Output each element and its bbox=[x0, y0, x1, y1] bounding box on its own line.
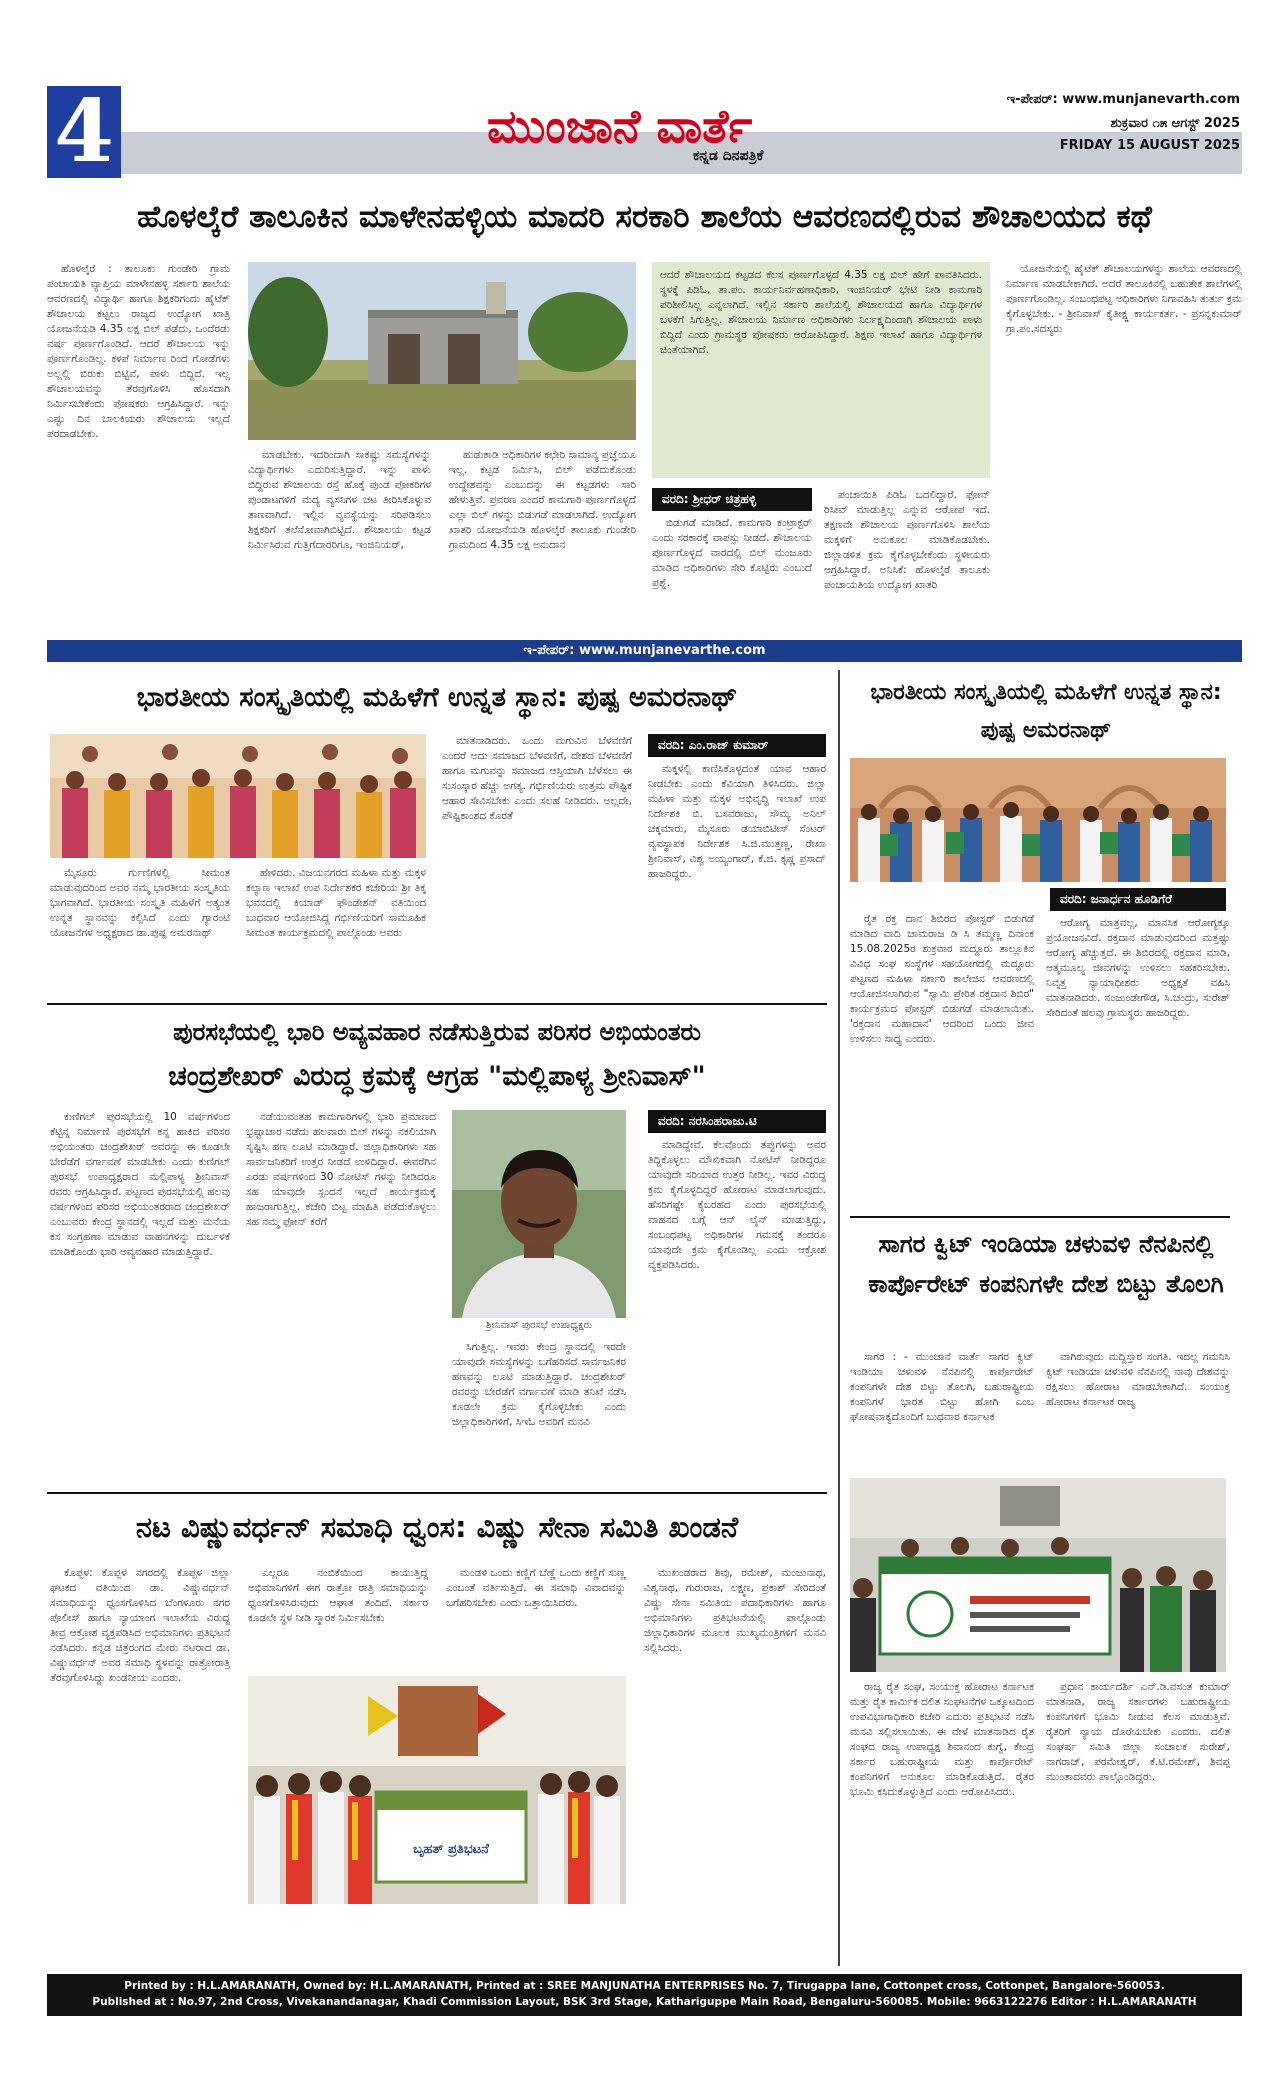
epaper-strip-text: ಇ-ಪೇಪರ್: www.munjanevarthe.com bbox=[523, 643, 766, 658]
story1-col5 bbox=[652, 516, 812, 632]
divider-story4-5 bbox=[850, 1216, 1230, 1218]
story6-col2 bbox=[248, 1566, 428, 1666]
story1-green-box bbox=[652, 262, 990, 478]
story1-byline: ವರದಿ: ಶ್ರೀಧರ್ ಚಿತ್ರಹಳ್ಳಿ bbox=[652, 488, 812, 511]
footer-line1: Printed by : H.L.AMARANATH, Owned by: H.L.AMARANATH, Printed at : SREE MANJUNATHA ENTERPRISES No. 7, Tirugappa lane, Cottonpet cross, Cottonpet, Bangalore-560053. bbox=[124, 1980, 1165, 1992]
story2-col1 bbox=[50, 866, 230, 996]
story6-col4 bbox=[644, 1566, 826, 1964]
story4-byline: ವರದಿ: ಜನಾರ್ಧನ ಹೂಡಿಗೆರೆ bbox=[1050, 888, 1226, 911]
story1-headline: ಹೊಳಲ್ಕೆರೆ ತಾಲೂಕಿನ ಮಾಳೇನಹಳ್ಳಿಯ ಮಾದರಿ ಸರಕಾರಿ ಶಾಲೆಯ ಆವರಣದಲ್ಲಿರುವ ಶೌಚಾಲಯದ ಕಥೆ bbox=[137, 199, 1152, 235]
story1-col4: ಆದರೆ ಶೌಚಾಲಯದ ಕಟ್ಟಡದ ಕೆಲಸ ಪೂರ್ಣಗೊಳ್ಳದೆ 4.35 ಲಕ್ಷ ಬಿಲ್ ಹೇಗೆ ಪಾವತಿಸಿದರು. ಸ್ಥಳಕ್ಕೆ ಪಿಡಿಓ, ತಾ.ಪಂ. ಕಾರ್ಯನಿರ್ವಹಣಾಧಿಕಾರಿ, ಇಂಜಿನಿಯರ್ ಭೇಟಿ ನೀಡಿ ಕಾಮಗಾರಿ ಪರಿಶೀಲಿಸಿಲ್ಲ ಎನ್ನಲಾಗಿದೆ. ಇಲ್ಲಿನ ಸರ್ಕಾರಿ ಶಾಲೆಯಲ್ಲಿ ಶೌಚಾಲಯದ ಹಾಗೂ ವಿದ್ಯಾರ್ಥಿಗಳ ಬಳಕೆಗೆ ಸಿಗುತ್ತಿಲ್ಲ. ಶೌಚಾಲಯ ನಿರ್ಮಾಣ ಅಧಿಕಾರಿಗಳು ನಿರ್ಲಕ್ಷ್ಯದಿಂದಾಗಿ ಶೌಚಾಲಯ ಪಾಳು ಬಿದ್ದಿದೆ ಎಂದು ಗ್ರಾಮಸ್ಥರ ಪೋಷಕರು ಆರೋಪಿಸಿದ್ದಾರೆ. ಶಿಕ್ಷಣ ಇಲಾಖೆ ಹಾಗೂ ವಿದ್ಯಾರ್ಥಿಗಳ ಚಿಂತೆಯಾಗಿದೆ. bbox=[660, 269, 982, 356]
epaper-url: ಇ-ಪೇಪರ್: www.munjanevarth.com bbox=[1006, 92, 1240, 107]
story1-col6-text: ಪಂಚಾಯಿತಿ ಪಿಡಿಓ ಬದಲಿದ್ದಾರೆ. ಫೋನ್ ರಿಸೀವ್ ಮಾಡುತ್ತಿಲ್ಲ ಎನ್ನುವ ಆರೋಪ ಇದೆ. ತಕ್ಷಣವೇ ಶೌಚಾಲಯ ಪೂರ್ಣಗೊಳಿಸಿ ಶಾಲೆಯ ಮಕ್ಕಳಿಗೆ ಅನುಕೂಲ ಮಾಡಿಕೊಡಬೇಕು. ಜಿಲ್ಲಾಡಳಿತ ಕ್ರಮ ಕೈಗೊಳ್ಳಬೇಕೆಂದು ಸ್ಥಳೀಯರು ಆಗ್ರಹಿಸಿದ್ದಾರೆ. ಅನಿಸಿಕೆ: ಹೊಳಲ್ಕೆರೆ ತಾಲೂಕು ಪಂಚಾಯತಿಯ ಉದ್ಯೋಗ ಖಾತರಿ bbox=[824, 489, 990, 591]
story3-byline: ವರದಿ: ನರಸಿಂಹರಾಜು.ಟಿ bbox=[648, 1110, 826, 1133]
story6-photo-protest bbox=[248, 1676, 626, 1904]
story3-col1-text: ಕುಣಿಗಲ್ ಪುರಸಭೆಯಲ್ಲಿ 10 ವರ್ಷಗಳಿಂದ ಕೆಟ್ಟಿನ್ನ ನಿರ್ಮಾಣಿ ಪುರಸಭೆಗೆ ಕನ್ನ ಹಾಕಿದ ಪರಿಸರ ಅಭಿಯಂತರು ಚಂದ್ರಶೇಖರ್ ಅವರನ್ನು ಈ ಕೂಡಲೇ ಬೇರೆಡೆಗೆ ವರ್ಗಾವಣೆ ಮಾಡಬೇಕು ಎಂದು ಕುಣಿಗಲ್ ಪುರಸಭೆ ಉಪಾಧ್ಯಕ್ಷರಾದ ಮಲ್ಲಿಪಾಳ್ಯ ಶ್ರೀನಿವಾಸ್ ರವರು ಆಗ್ರಹಿಸಿದ್ದಾರೆ. ಪಟ್ಟಣದ ಪುರಸಭೆಯಲ್ಲಿ ಹಲವು ವರ್ಷಗಳಿಂದ ಪರಿಸರ ಅಭಿಯಂತರರಾದ ಚಂದ್ರಶೇಖರ್ ಎಂಬುವರು ಕೇಂದ್ರ ಸ್ಥಾನದಲ್ಲಿ ಇಲ್ಲದೆ ಮತ್ತು ಮನೆಯ ಕಸ ಸಂಗ್ರಹಣಾ ಮಾಡುವ ವಾಹನಗಳನ್ನು ದುರ್ಬಳಕೆ ಮಾಡಿಕೊಂಡು ಭಾರಿ ಅವ್ಯವಹಾರ ಮಾಡುತ್ತಿದ್ದಾರೆ. bbox=[50, 1111, 230, 1258]
story3-headline-line2: ಚಂದ್ರಶೇಖರ್ ವಿರುದ್ಧ ಕ್ರಮಕ್ಕೆ ಆಗ್ರಹ "ಮಲ್ಲಿಪಾಳ್ಯ ಶ್ರೀನಿವಾಸ್" bbox=[168, 1061, 706, 1092]
story5-col4 bbox=[1046, 1680, 1230, 1964]
story1-col3 bbox=[449, 448, 636, 632]
story1-col2-text: ಮಾಡಬೇಕು. ಇದರಿಂದಾಗಿ ಸಾಕಷ್ಟು ಸಮಸ್ಯೆಗಳನ್ನು ವಿದ್ಯಾರ್ಥಿಗಳು ಎದುರಿಸುತ್ತಿದ್ದಾರೆ. ಇನ್ನು ಪಾಳು ಬಿದ್ದಿರುವ ಶೌಚಾಲಯ ರಸ್ತೆ ಹೊಕ್ಕೆ ಪುಂಡ ಪೋಕರಿಗಳ ಪುಂಡಾಟಗಳಿಗೆ ಮದ್ಯ ವ್ಯಸನಿಗಳ ಚಟ ತೀರಿಸಿಕೊಳ್ಳುವ ತಾಣವಾಗಿದೆ. ಇಲ್ಲಿನ ವ್ಯವಸ್ಥೆಯನ್ನು ಸರಿಪಡಿಸಲು ಶಿಕ್ಷಕರಿಗೆ ತಲೆನೋವಾಗಿಬಿಟ್ಟಿದೆ. ಶೌಚಾಲಯ ಕಟ್ಟಡ ನಿರ್ಮಿಸಿರುವ ಗುತ್ತಿಗೆದಾರರಿಗೂ, ಇಂಜಿನಿಯರ್, bbox=[248, 449, 431, 551]
protest-photo bbox=[850, 1478, 1226, 1672]
story2-col2-text: ಹೇಳಿದರು. ವಿಜಯನಗರದ ಮಹಿಳಾ ಮತ್ತು ಮಕ್ಕಳ ಕಲ್ಯಾಣ ಇಲಾಖೆ ಉಪ ನಿರ್ದೇಶಕರ ಕಚೇರಿಯ ಶ್ರೀ ತಿಕ್ಕ ಭವನದಲ್ಲಿ ಕಿಯಾಡ್ ಫೌಂಡೇಶನ್ ವತಿಯಿಂದ ಬುಧವಾರ ಆಯೋಜಿಸಿದ್ದ ಗರ್ಭಿಣಿಯರಿಗೆ ಸಾಮೂಹಿಕ ಸೀಮಂತ ಕಾರ್ಯಕ್ರಮದಲ್ಲಿ ಪಾಲ್ಗೊಂಡು ಅವರು bbox=[246, 867, 426, 939]
story1-col7 bbox=[1006, 262, 1242, 632]
story3-col2 bbox=[246, 1110, 436, 1482]
story2-col4-text: ಮಕ್ಕಳಲ್ಲಿ ಕಾಣಿಸಿಕೊಳ್ಳದಂತೆ ಯಾವ ಆಹಾರ ನೀಡಬೇಕು ಎಂದು ಕೆವಿಯಾಗಿ ತಿಳಿಸಿದರು. ಜಿಲ್ಲಾ ಮಹಿಳಾ ಮತ್ತು ಮಕ್ಕಳ ಅಭಿವೃದ್ಧಿ ಇಲಾಖೆ ಉಪ ನಿರ್ದೇಶಕಿ ಬಿ. ಬಸವರಾಜು, ಸೌಮ್ಯ ಅನಿಲ್ ಚಕ್ಕಮಾರು, ಮೈಸೂರು ಡಯಾಬಿಟೀಸ್ ಸೆಂಟರ್ ವ್ಯವಸ್ಥಾಪಕ ನಿರ್ದೇಶಕ ಸಿ.ಜಿ.ಮುತ್ತಣ್ಣ, ರೇಖಾ ಶ್ರೀನಿವಾಸ್, ವಿಶ್ವ ಅಯ್ಯಂಗಾರ್, ಕೆ.ಜಿ. ಕೃಷ್ಣ ಪ್ರಸಾದ್ ಹಾಜರಿದ್ದರು. bbox=[648, 763, 826, 880]
story6-col3 bbox=[446, 1566, 626, 1666]
story5-col4-text: ಪ್ರಧಾನ ಕಾರ್ಯದರ್ಶಿ ಎನ್.ಡಿ.ವಸಂತ ಕುಮಾರ್ ಮಾತನಾಡಿ, ರಾಜ್ಯ ಸರ್ಕಾರಗಳು ಬಹುರಾಷ್ಟ್ರೀಯ ಕಂಪನಿಗಳಿಗೆ ಭೂಮಿ ನೀಡುವ ಕೆಲಸ ಮಾಡುತ್ತಿವೆ. ರೈತರಿಗೆ ನ್ಯಾಯ ದೊರೆಯಬೇಕು ಎಂದರು. ದಲಿತ ಸಂಘರ್ಷ ಸಮಿತಿ ಜಿಲ್ಲಾ ಸಂಚಾಲಕ ಸುರೇಶ್, ನಾಗರಾಜ್, ಪರಮೇಶ್ವರ್, ಕೆ.ಟಿ.ರಮೇಶ್, ಶಿವಪ್ಪ ಮುಂತಾದವರು ಪಾಲ್ಗೊಂಡಿದ್ದರು. bbox=[1046, 1681, 1230, 1783]
story2-photo-women bbox=[50, 734, 426, 858]
story6-col3-text: ಮಂಡಳಿ ಒಂದು ಕಣ್ಣಿಗೆ ಬೆಣ್ಣೆ ಒಂದು ಕಣ್ಣಿಗೆ ಸುಣ್ಣ ಎಂಬಂತೆ ವರ್ತಿಸುತ್ತಿದೆ. ಈ ಸಮಾಧಿ ವಿವಾದವನ್ನು ಬಗೆಹರಿಸಬೇಕು ಎಂದು ಒತ್ತಾಯಿಸಿದರು. bbox=[446, 1567, 626, 1609]
story4-headline: ಭಾರತೀಯ ಸಂಸ್ಕೃತಿಯಲ್ಲಿ ಮಹಿಳೆಗೆ ಉನ್ನತ ಸ್ಥಾನ: ಪುಷ್ಪ ಅಮರನಾಥ್ bbox=[870, 680, 1222, 743]
story1-col6 bbox=[824, 488, 990, 632]
story5-col1 bbox=[850, 1350, 1034, 1474]
story5-col3-text: ರಾಜ್ಯ ರೈತ ಸಂಘ, ಸಂಯುಕ್ತ ಹೋರಾಟ ಕರ್ನಾಟಕ ಮತ್ತು ರೈತ ಕಾರ್ಮಿಕ ದಲಿತ ಸಂಘಟನೆಗಳ ಒಕ್ಕೂಟದಿಂದ ಉಪವಿಭಾಗಾಧಿಕಾರಿ ಕಚೇರಿ ಎದುರು ಪ್ರತಿಭಟನೆ ನಡೆಸಿ ಮನವಿ ಸಲ್ಲಿಸಲಾಯಿತು. ಈ ವೇಳೆ ಮಾತನಾಡಿದ ರೈತ ಸಂಘದ ರಾಜ್ಯ ಉಪಾಧ್ಯಕ್ಷ ಶಿವಾನಂದ ಕುಗ್ವೆ, ಕೇಂದ್ರ ಸರ್ಕಾರ ಬಹುರಾಷ್ಟ್ರೀಯ ಮತ್ತು ಕಾರ್ಪೊರೇಟ್ ಕಂಪನಿಗಳಿಗೆ ಅನುಕೂಲ ಮಾಡಿಕೊಡುತ್ತಿದೆ. ರೈತರ ಭೂಮಿ ಕಸಿದುಕೊಳ್ಳುತ್ತಿದೆ ಎಂದು ಆರೋಪಿಸಿದರು. bbox=[850, 1681, 1034, 1798]
epaper-strip bbox=[47, 640, 1242, 662]
story3-col1 bbox=[50, 1110, 230, 1482]
story4-photo-poster bbox=[850, 758, 1226, 882]
story3-photo-caption: ಶ್ರೀನಿವಾಸ್ ಪುರಸಭೆ ಉಪಾಧ್ಯಕ್ಷರು bbox=[485, 1320, 593, 1331]
story5-col2 bbox=[1046, 1350, 1230, 1474]
story2-col4 bbox=[648, 762, 826, 996]
story5-col1-text: ಸಾಗರ : - ಮುಂಜಾನೆ ವಾರ್ತೆ ಸಾಗರ ಕ್ವಿಟ್ ಇಂಡಿಯಾ ಚಳುವಳಿ ನೆನಪಿನಲ್ಲಿ ಕಾರ್ಪೊರೇಟ್ ಕಂಪನಿಗಳೇ ದೇಶ ಬಿಟ್ಟು ತೊಲಗಿ, ಬಹುರಾಷ್ಟ್ರೀಯ ಕಂಪನಿಗಳೆ ಭಾರತ ಬಿಟ್ಟು ಹೋಗಿ ಎಂಬ ಘೋಷವಾಕ್ಯದೊಂದಿಗೆ ಬುಧವಾರ ಕರ್ನಾಟಕ bbox=[850, 1351, 1034, 1423]
women-group-photo bbox=[50, 734, 426, 858]
story5-col3 bbox=[850, 1680, 1034, 1964]
story5-col2-text: ವಾಗಿರುವುದು ಮದ್ದಿಸ್ತಾರ ಸಂಗತಿ. ಇದಲ್ಲ ಗಮನಿಸಿ ಕ್ವಿಟ್ ಇಂಡಿಯಾ ಚಳುವಳಿ ನೆನಪಿನಲ್ಲಿ ನಾವು ದೇಶವನ್ನು ರಕ್ಷಿಸಲು ಹೋರಾಟ ಮಾಡಬೇಕಾಗಿದೆ. ಸಂಯುಕ್ತ ಹೋರಾಟ ಕರ್ನಾಟಕ ರಾಜ್ಯ bbox=[1046, 1351, 1230, 1408]
protest-banner-text: ಬೃಹತ್ ಪ್ರತಿಭಟನೆ bbox=[413, 1842, 489, 1857]
masthead-title: ಮುಂಜಾನೆ ವಾರ್ತೆ bbox=[487, 99, 753, 153]
divider-story2-3 bbox=[47, 1003, 827, 1005]
story6-headline: ನಟ ವಿಷ್ಣುವರ್ಧನ್ ಸಮಾಧಿ ಧ್ವಂಸ: ವಿಷ್ಣು ಸೇನಾ ಸಮಿತಿ ಖಂಡನೆ bbox=[135, 1510, 739, 1544]
masthead-tagline: ಕನ್ನಡ ದಿನಪತ್ರಿಕೆ bbox=[693, 148, 764, 164]
story1-photo-toilet bbox=[248, 262, 636, 440]
story4-col2-text: ಆರೋಗ್ಯ ಮಾತ್ರವಲ್ಲ, ಮಾನಸಿಕ ಆರೋಗ್ಯಕ್ಕೂ ಪ್ರಯೋಜನವಿದೆ. ರಕ್ತದಾನ ಮಾಡುವುದರಿಂದ ಮತ್ತಷ್ಟು ಆರೋಗ್ಯ ಹೆಚ್ಚುತ್ತದೆ. ಈ ಶಿಬಿರದಲ್ಲಿ ರಕ್ತದಾನ ಮಾಡಿ, ಆತ್ಮಮೂಲ್ಯ ಜೀವಗಳನ್ನು ಉಳಿಸಲು ಸಹಕರಿಸಬೇಕು. ನಿವೃತ್ತ ನ್ಯಾಯಾಧೀಶರು ಅಧ್ಯಕ್ಷತೆ ವಹಿಸಿ ಮಾತನಾಡಿದರು. ನಂಜುಂಡೇಗೌಡ, ಸಿ.ಚಂದ್ರು, ಸುರೇಶ್ ಸೇರಿದಂತೆ ಹಲವು ಗ್ರಾಮಸ್ಥರು ಹಾಜರಿದ್ದರು. bbox=[1046, 917, 1230, 1019]
story2-byline: ವರದಿ: ಎಂ.ರಾಜ್ ಕುಮಾರ್ bbox=[648, 734, 826, 757]
story3-col4 bbox=[648, 1138, 826, 1482]
poster-release-photo bbox=[850, 758, 1226, 882]
story3-photo-portrait bbox=[452, 1110, 626, 1318]
story5-headline: ಸಾಗರ ಕ್ವಿಟ್ ಇಂಡಿಯಾ ಚಳುವಳಿ ನೆನಪಿನಲ್ಲಿ ಕಾರ್ಪೊರೇಟ್ ಕಂಪನಿಗಳೇ ದೇಶ ಬಿಟ್ಟು ತೊಲಗಿ bbox=[868, 1230, 1224, 1298]
story2-col3 bbox=[442, 734, 632, 996]
story1-col5-text: ಬಿಡುಗಡೆ ಮಾಡಿದೆ. ಕಾಮಗಾರಿ ಕಂಟ್ರಾಕ್ಟರ್ ಎಂದು ಸರಕಾರಕ್ಕೆ ವಾಪಸ್ಸು ನೀಡದೆ. ಶೌಚಾಲಯ ಪೂರ್ಣಗೊಳ್ಳದೆ ವಾರದಲ್ಲಿ ಬಿಲ್ ಮಂಜೂರು ಮಾಡಿದ ಅಧಿಕಾರಿಗಳು ಸೇರಿ ಕೊಟ್ಟಿರು ಎಂಬುದೆ ಪ್ರಶ್ನೆ. bbox=[652, 517, 812, 589]
story2-col2 bbox=[246, 866, 426, 996]
footer-line2: Published at : No.97, 2nd Cross, Vivekanandanagar, Khadi Commission Layout, BSK 3rd Stage, Kathariguppe Main Road, Bengaluru-560085. Mobile: 9663122276 Editor : H.L.AMARANATH bbox=[92, 1996, 1197, 2008]
story1-col3-text: ಹುಡುಕಾಡಿ ಅಧಿಕಾರಿಗಳ ಕಛೇರಿ ಸಾಮಾನ್ಯ ಪ್ರಜ್ಞೆಯೂ ಇಲ್ಲ. ಕಟ್ಟಡ ನಿರ್ಮಿಸಿ, ಬಿಲ್ ಪಡೆದುಕೊಂಡು ಉದ್ದೇಶವನ್ನು ಎಂಬುದನ್ನು ಈ ಕಟ್ಟಡಗಳು ಸಾರಿ ಹೇಳುತ್ತಿವೆ. ಪ್ರವರಣ ಎಂದರೆ ಕಾಮಗಾರಿ ಪೂರ್ಣಗೊಳ್ಳದೆ ಎಲ್ಲಾ ಬಿಲ್ ಗಳನ್ನು ಬಿಡುಗಡೆ ಮಾಡಲಾಗಿದೆ. ಉದ್ಯೋಗ ಖಾತರಿ ಯೋಜನೆಯಡಿ ಹೊಳಲ್ಕೆರೆ ತಾಲೂಕು ಗುಂಡೇರಿ ಗ್ರಾಮದಿಂದ 4.35 ಲಕ್ಷ ಅನುದಾನ bbox=[449, 449, 636, 551]
story6-col2-text: ಎಲ್ಲರೂ ನಂಬಿಕೆಯಿಂದ ಕಾಯುತ್ತಿದ್ದ ಅಭಿಮಾನಿಗಳಿಗೆ ಈಗ ರಾತ್ರೋ ರಾತ್ರಿ ಸಮಾಧಿಯನ್ನು ಧ್ವಂಸಗೊಳಿಸಿರುವುದು ಆಘಾತ ತಂದಿದೆ. ಸರ್ಕಾರ ಕೂಡಲೇ ಸ್ಥಳ ನೀಡಿ ಸ್ಮಾರಕ ನಿರ್ಮಿಸಬೇಕು bbox=[248, 1567, 428, 1624]
story3-col2-text: ನಡೆಯುವಂತಹ ಕಾಮಗಾರಿಗಳಲ್ಲಿ ಭಾರಿ ಪ್ರಮಾಣದ ಭ್ರಷ್ಟಾಚಾರ ನಡೆದು ಹಲವಾರು ಬಿಲ್ ಗಳನ್ನು ನಕಲಿಯಾಗಿ ಸೃಷ್ಟಿಸಿ ಹಣ ಲೂಟಿ ಮಾಡಿದ್ದಾರೆ. ಜಿಲ್ಲಾಧಿಕಾರಿಗಳು ಸಹ ಸಾರ್ವಜನಿಕರಿಗೆ ಉತ್ತರ ನೀಡದೆ ಉಳಿದಿದ್ದಾರೆ. ಈವರೆಗಿನ ಎರಡು ವರ್ಷಗಳಿಂದ 30 ನೋಟಿಸ್ ಗಳನ್ನು ನೀಡಿದರೂ ಸಹ ಯಾವುದೇ ಸ್ಪಂದನೆ ಇಲ್ಲದೆ ಕಾರ್ಯಕ್ರಮಕ್ಕೆ ಹಾಜರಾಗುತ್ತಿಲ್ಲ. ಕಚೇರಿ ಬಿಟ್ಟ ಮಾಹಿತಿ ಪಡೆದುಕೊಳ್ಳಲು ಸಹ ನಮ್ಮ ಫೋನ್ ಕರೆಗೆ bbox=[246, 1111, 436, 1228]
protest-people bbox=[248, 1676, 626, 1904]
portrait-photo bbox=[452, 1110, 626, 1318]
story2-col1-text: ಮೈಸೂರು ರ್ಗುಣಿಗಳಲ್ಲಿ ಸೀಮಂತ ಮಾಡುವುದರಿಂದ ಅವರ ನಮ್ಮ ಭಾರತೀಯ ಸಂಸ್ಕೃತಿಯ ಭಾಗವಾಗಿದೆ. ಭಾರತೀಯ ಸಂಸ್ಕೃತಿ ಮಹಿಳೆಗೆ ಅತ್ಯಂತ ಉನ್ನತ ಸ್ಥಾನವನ್ನು ಕಲ್ಪಿಸಿದೆ ಎಂದು ಗ್ಯಾರಂಟಿ ಯೋಜನೆಗಳ ಅಧ್ಯಕ್ಷರಾದ ಡಾ.ಪುಷ್ಪ ಅಮರನಾಥ್ bbox=[50, 867, 230, 939]
story4-col1 bbox=[850, 912, 1034, 1206]
date-kannada: ಶುಕ್ರವಾರ ೧೫ ಆಗಸ್ಟ್ 2025 bbox=[1110, 116, 1240, 131]
story4-col2 bbox=[1046, 916, 1230, 1206]
story1-col1-text: ಹೊಳಲ್ಕೆರೆ : ತಾಲೂಕು ಗುಂಡೇರಿ ಗ್ರಾಮ ಪಂಚಾಯತಿ ವ್ಯಾಪ್ತಿಯ ಮಾಳೇನಹಳ್ಳಿ ಸರ್ಕಾರಿ ಶಾಲೆಯ ಆವರಣದಲ್ಲಿ ವಿದ್ಯಾರ್ಥಿ ಹಾಗೂ ಶಿಕ್ಷಕರಿಗಂದು ಹೈಟೆಕ್ ಶೌಚಾಲಯ ಕಟ್ಟಲು ರಾಜ್ಯದ ಉದ್ಯೋಗ ಖಾತ್ರಿ ಯೋಜನೆಯಡಿ 4.35 ಲಕ್ಷ ಬಿಲ್ ಪಡೆದು, ಒಂದೆರಡು ವರ್ಷ ಪೂರ್ಣಗೊಂಡಿದೆ. ಆದರೆ ಶೌಚಾಲಯ ಇನ್ನು ಪೂರ್ಣಗೊಂಡಿಲ್ಲ. ಕಳಪೆ ನಿರ್ಮಾಣ ರಿಂದ ಗೋಡೆಗಳು ಅಲ್ಲಲ್ಲಿ ಬಿರುಕು ಬಿಟ್ಟಿವೆ, ಪಾಳು ಬಿದ್ದಿದೆ. ಇಲ್ಲ ಶೌಚಾಲಯವನ್ನು ತೆರವುಗೊಳಿಸಿ ಹೊಸದಾಗಿ ನಿರ್ಮಿಸಬೇಕೆಂದು ಪೋಷಕರು ಆಗ್ರಹಿಸಿದ್ದಾರೆ. ಇನ್ನು ಎಷ್ಟು ದಿನ ಬಾಲಕಿಯರು ಶೌಚಾಲಯ ಇಲ್ಲದೆ ಪರದಾಡಬೇಕು. bbox=[47, 263, 230, 440]
column-divider bbox=[838, 670, 840, 1966]
story1-col1 bbox=[47, 262, 230, 632]
story6-col1-text: ಕೊಪ್ಪಳ: ಕೊಪ್ಪಳ ನಗರದಲ್ಲಿ ಕೊಪ್ಪಳ ಜಿಲ್ಲಾ ಘಟಕದ ವತಿಯಿಂದ ಡಾ. ವಿಷ್ಣುವರ್ಧನ್ ಸಮಾಧಿಯನ್ನು ಧ್ವಂಸಗೊಳಿಸಿದ ಬೆಂಗಳೂರು ನಗರ ಪೊಲೀಸ್ ಹಾಗೂ ನ್ಯಾಯಾಂಗ ಇಲಾಖೆಯ ವಿರುದ್ಧ ತೀವ್ರ ಆಕ್ರೋಶ ವ್ಯಕ್ತಪಡಿಸಿದ ಅಭಿಮಾನಿಗಳು ಪ್ರತಿಭಟನೆ ನಡೆಸಿದರು. ಕನ್ನಡ ಚಿತ್ರರಂಗದ ಮೇರು ನಟರಾದ ಡಾ. ವಿಷ್ಣುವರ್ಧನ್ ಅವರ ಸಮಾಧಿ ಸ್ಥಳವನ್ನು ರಾತ್ರೋರಾತ್ರಿ ತೆರವುಗೊಳಿಸಿದ್ದು ಖಂಡನೀಯ ಎಂದರು. bbox=[50, 1567, 230, 1684]
story1-col7-text: ಯೋಜನೆಯಲ್ಲಿ ಹೈಟೆಕ್ ಶೌಚಾಲಯಗಳನ್ನು ಶಾಲೆಯ ಆವರಣದಲ್ಲಿ ನಿರ್ಮಾಣ ಮಾಡಬೇಕಾಗಿದೆ. ಅದರೆ ತಾಲೂಕಿನಲ್ಲಿ ಬಹುತೇಕ ಶಾಲೆಗಳಲ್ಲಿ ಪೂರ್ಣಗೊಂಡಿಲ್ಲ. ಸಂಬಂಧಪಟ್ಟ ಅಧಿಕಾರಿಗಳು ನಿಗಾವಹಿಸಿ ತುರ್ತು ಕ್ರಮ ಕೈಗೊಳ್ಳಬೇಕು. - ಶ್ರೀನಿವಾಸ್ ಕೈತೀಕ್ಷ್ಣ ಕಾರ್ಯಕರ್ತ. - ಪ್ರಸನ್ನಕುಮಾರ್ ಗ್ರಾ.ಪಂ.ಸದಸ್ಯರು bbox=[1006, 263, 1242, 335]
page-number: 4 bbox=[54, 81, 114, 182]
story6-col1 bbox=[50, 1566, 230, 1964]
story2-col3-text: ಮಾತನಾಡಿದರು. ಒಂದು ಮಗುವಿನ ಬೆಳವಣಿಗೆ ಎಂದರೆ ಅದು ಸಮಾಜದ ಬೆಳವಣಿಗೆ, ದೇಶದ ಬೆಳವಣಿಗೆ ಹಾಗೂ ಮಗುವನ್ನು ಸಮಾಜದ ಆಸ್ತಿಯಾಗಿ ಬೆಳೆಸಲು ಈ ಸುಸಂಸ್ಕಾರ ಹೆಚ್ಚು ಅಗತ್ಯ. ಗರ್ಭಿಣಿಯರು ಉತ್ತಮ ಪೌಷ್ಟಿಕ ಆಹಾರ ಸೇವಿಸಬೇಕು ಎಂದು ಸಲಹೆ ನೀಡಿದರು. ಅಲ್ಲದೇ, ಪೌಷ್ಟಿಕಾಂಶದ ಕೊರತೆ bbox=[442, 735, 632, 822]
story2-headline: ಭಾರತೀಯ ಸಂಸ್ಕೃತಿಯಲ್ಲಿ ಮಹಿಳೆಗೆ ಉನ್ನತ ಸ್ಥಾನ: ಪುಷ್ಪ ಅಮರನಾಥ್ bbox=[136, 682, 738, 713]
date-english: FRIDAY 15 AUGUST 2025 bbox=[1059, 138, 1240, 153]
story4-col1-text: ರೈತ ರಕ್ತ ದಾನ ಶಿಬಿರದ ಪೋಸ್ಟರ್ ಬಿಡುಗಡೆ ಮಾಡಿದ ವಾದಿ ಚಾಮರಾಜ ಡಿ ಸಿ ತಮ್ಮಣ್ಣ ದಿನಾಂಕ 15.08.2025ರ ಶುಕ್ರವಾರ ಮದ್ದೂರು ತಾಲ್ಲೂಕಿನ ವಿವಿಧ ಸಂಘ ಸಂಸ್ಥೆಗಳ ಸಹಯೋಗದಲ್ಲಿ ಮದ್ದೂರು ಪಟ್ಟಣದ ಮಹಿಳಾ ಸರ್ಕಾರಿ ಕಾಲೇಜಿನ ಆವರಣದಲ್ಲಿ ಆಯೋಜಿಸಲಾಗಿರುವ "ಸ್ವಾಮಿ ಪ್ರೇರಿತ ರಕ್ತದಾನ ಶಿಬಿರ" ಕಾರ್ಯಕ್ರಮದ ಪೋಸ್ಟರ್ ಬಿಡುಗಡೆ ಮಾಡಲಾಯಿತು. 'ರಕ್ತದಾನ ಮಹಾದಾನ' ಆದರಿಂದ ಒಂದು ಜೀವ ಉಳಿಸಲು ಸಾಧ್ಯ ಎಂದರು. bbox=[850, 913, 1034, 1045]
footer-imprint bbox=[47, 1974, 1242, 2016]
story3-col4-text: ಮಾಡಿದ್ದೇವೆ. ಕೆಲವೊಂದು ತಪ್ಪುಗಳನ್ನು ಅವರ ತಿದ್ದಿಕೊಳ್ಳಲು ಮೌಖಿಕವಾಗಿ ನೋಟಿಸ್ ನೀಡಿದ್ದರೂ ಯಾವುದೇ ಸರಿಯಾದ ಉತ್ತರ ನೀಡಿಲ್ಲ. ಇವರ ವಿರುದ್ಧ ಕ್ರಮ ಕೈಗೊಳ್ಳದಿದ್ದರೆ ಹೋರಾಟ ಮಾಡಲಾಗುವುದು. ಹೆಸರಿಗಷ್ಟೇ ಕೈಬರಹದ ಎಂದು ಪುರಸಭೆಯಲ್ಲಿ ವಾಹನದ ಬಗ್ಗೆ ಆನ್ ಲೈನ್ ಮಾಡುತ್ತಿದ್ದು, ಸಂಬಂಧಪಟ್ಟ ಅಧಿಕಾರಿಗಳ ಗಮನಕ್ಕೆ ತಂದರೂ ಯಾವುದೇ ಕ್ರಮ ಕೈಗೊಂಡಿಲ್ಲ ಎಂದು ಆಕ್ರೋಶ ವ್ಯಕ್ತಪಡಿಸಿದರು. bbox=[648, 1139, 826, 1271]
story3-col3 bbox=[452, 1340, 626, 1482]
masthead bbox=[47, 81, 1242, 182]
story5-photo-protest bbox=[850, 1478, 1226, 1672]
story6-col4-text: ಮುಖಂಡರಾದ ಶಿವು, ರಮೇಶ್, ಮಂಜುನಾಥ, ವಿಶ್ವನಾಥ, ಗುರುರಾಜ, ಲಕ್ಷ್ಮಣ, ಪ್ರಕಾಶ್ ಸೇರಿದಂತೆ ವಿಷ್ಣು ಸೇನಾ ಸಮಿತಿಯ ಪದಾಧಿಕಾರಿಗಳು ಹಾಗೂ ಅಭಿಮಾನಿಗಳು ಪ್ರತಿಭಟನೆಯಲ್ಲಿ ಪಾಲ್ಗೊಂಡು ಜಿಲ್ಲಾಧಿಕಾರಿಗಳ ಮೂಲಕ ಮುಖ್ಯಮಂತ್ರಿಗಳಿಗೆ ಮನವಿ ಸಲ್ಲಿಸಿದರು. bbox=[644, 1567, 826, 1654]
story3-col3-text: ಸಿಗುತ್ತಿಲ್ಲ. ಇವರು ಕೇಂದ್ರ ಸ್ಥಾನದಲ್ಲಿ ಇರದೇ ಯಾವುದೇ ಸಮಸ್ಯೆಗಳನ್ನು ಬಗೆಹರಿಸದೆ ಸಾರ್ವಜನಿಕರ ಹಣವನ್ನು ಲೂಟಿ ಮಾಡುತ್ತಿದ್ದಾರೆ. ಚಂದ್ರಶೇಖರ್ ರವರನ್ನು ಬೇರೆಡೆಗೆ ವರ್ಗಾವಣೆ ಮಾಡಿ ತನಿಖೆ ನಡೆಸಿ ಕೂಡಲೇ ಕ್ರಮ ಕೈಗೊಳ್ಳಬೇಕು ಎಂದು ಜಿಲ್ಲಾಧಿಕಾರಿಗಳಿಗೆ, ಸಿಇಓ ಅವರಿಗೆ ಮನವಿ bbox=[452, 1341, 626, 1428]
story3-headline-line1: ಪುರಸಭೆಯಲ್ಲಿ ಭಾರಿ ಅವ್ಯವಹಾರ ನಡೆಸುತ್ತಿರುವ ಪರಿಸರ ಅಭಿಯಂತರು bbox=[173, 1018, 701, 1046]
divider-story3-6 bbox=[47, 1492, 827, 1494]
story1-col2 bbox=[248, 448, 431, 632]
toilet-photo bbox=[248, 262, 636, 440]
